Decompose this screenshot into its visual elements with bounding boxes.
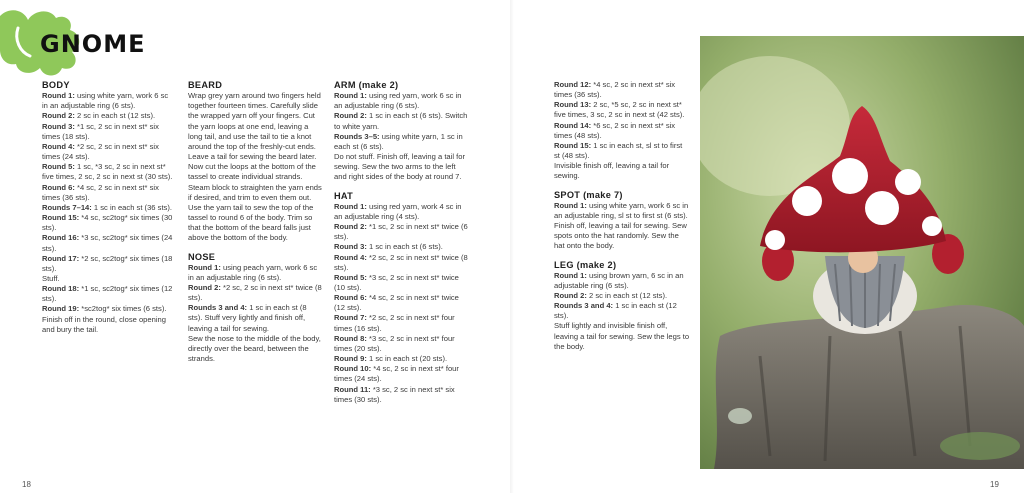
instruction-row (334, 91, 468, 111)
round-label: Rounds 3 and 4: (554, 301, 614, 311)
round-label: Rounds 3–5: (334, 131, 380, 141)
instruction-row (42, 274, 174, 284)
round-label: Round 4: (334, 252, 367, 262)
round-text: *1 sc, 2 sc in next st* twice (6 sts). (334, 222, 468, 242)
round-text: *1 sc, sc2tog* six times (12 sts). (42, 284, 173, 304)
round-text: using red yarn, work 6 sc in an adjustable ring (6 sts). (334, 91, 462, 111)
instruction-row (554, 121, 690, 141)
instruction-row (334, 152, 468, 182)
round-text: *4 sc, 2 sc in next st* six times (36 sts). (554, 80, 676, 100)
instruction-row (42, 304, 174, 314)
round-text: using brown yarn, 6 sc in an adjustable ring (6 sts). (554, 270, 684, 290)
round-text: Finish off, leaving a tail for sewing. Sew spots onto the hat randomly. Sew the hat onto the body. (554, 221, 687, 251)
section-heading-leg: LEG (make 2) (554, 259, 617, 270)
round-label: Round 13: (554, 100, 592, 110)
page-number-left: 18 (22, 480, 31, 489)
round-text: *4 sc, 2 sc in next st* twice (12 sts). (334, 293, 459, 313)
round-text: 1 sc in each st (12 sts). (554, 301, 677, 321)
round-text: Sew the nose to the middle of the body, directly over the beard, between the strands. (188, 333, 321, 364)
instruction-row (554, 201, 690, 221)
instruction-row (334, 132, 468, 152)
instruction-row (42, 122, 174, 142)
round-text: *2 sc, 2 sc in next st* six times (24 sts). (42, 141, 159, 162)
instruction-row (554, 80, 690, 100)
round-text: 1 sc, *3 sc, 2 sc in next st* five times, 2 sc, 2 sc in next st (30 sts). (42, 162, 173, 182)
instruction-list (188, 263, 322, 365)
round-text: using peach yarn, work 6 sc in an adjustable ring (6 sts). (188, 262, 318, 282)
round-text: 1 sc in each st (6 sts). (366, 242, 443, 252)
round-text: *3 sc, 2 sc in next st* four times (20 sts). (334, 333, 455, 353)
instruction-row (42, 91, 174, 111)
section-heading-beard: BEARD (188, 80, 223, 90)
round-text: Do not stuff. Finish off, leaving a tail for sewing. Sew the two arms to the left and right sides of the body at round 7. (334, 152, 465, 182)
round-label: Round 5: (334, 272, 367, 282)
column-body (42, 80, 174, 335)
instruction-row (334, 385, 468, 405)
instruction-row (42, 183, 174, 203)
round-text: *1 sc, 2 sc in next st* six times (18 sts). (42, 121, 159, 141)
round-text: *4 sc, sc2tog* six times (30 sts). (42, 213, 173, 233)
instruction-row (188, 91, 322, 243)
instruction-list (188, 91, 322, 243)
round-label: Round 11: (334, 384, 371, 394)
round-label: Round 1: (554, 270, 587, 280)
instruction-row (42, 111, 174, 121)
round-text: 1 sc in each st (20 sts). (366, 354, 448, 364)
column-beard-nose (188, 80, 322, 364)
round-label: Round 3: (42, 121, 75, 131)
round-label: Round 2: (554, 290, 587, 300)
round-label: Round 14: (554, 120, 592, 130)
round-text: *6 sc, 2 sc in next st* six times (48 sts). (554, 120, 676, 140)
round-label: Round 19: (42, 304, 80, 314)
round-text: Stuff. (42, 273, 60, 283)
round-label: Round 8: (334, 333, 367, 343)
instruction-row (334, 354, 468, 364)
instruction-row (554, 161, 690, 181)
round-label: Round 18: (42, 284, 80, 294)
instruction-row (334, 313, 468, 333)
round-text: Wrap grey yarn around two fingers held together fourteen times. Carefully slide the wrapped yarn off your fingers. Cut the yarn loops at one end, leaving a long tail, and use the tail to tie a knot around the top of the freshly-cut ends. Leave a tail for sewing the beard later. Now cut the loops at the bottom of the tassel to create individual strands. Steam block to straighten the yarn ends if desired, and trim to even them out. Use the yarn tail to sew the top of the tassel to round 6 of the body. Trim so that the bottom of the beard falls just above the bottom of the body. (188, 91, 322, 243)
instruction-row (334, 202, 468, 222)
round-label: Rounds 7–14: (42, 202, 92, 212)
section-heading-arm: ARM (make 2) (334, 80, 399, 90)
round-label: Round 15: (42, 213, 80, 223)
instruction-row (554, 100, 690, 120)
round-label: Round 9: (334, 354, 367, 364)
round-label: Round 1: (188, 262, 221, 272)
round-text: *sc2tog* six times (6 sts). (79, 304, 167, 314)
instruction-row (42, 162, 174, 182)
round-text: *2 sc, 2 sc in next st* twice (8 sts). (188, 282, 322, 303)
round-label: Round 12: (554, 80, 592, 89)
round-text: *4 sc, 2 sc in next st* six times (36 sts). (42, 182, 159, 202)
instruction-row (334, 222, 468, 242)
round-text: 1 sc in each st (36 sts). (91, 202, 172, 212)
round-label: Round 3: (334, 242, 367, 252)
instruction-row (554, 291, 690, 301)
instruction-row (188, 303, 322, 333)
round-text: 1 sc in each st (6 sts). Switch to white yarn. (334, 111, 468, 131)
instruction-row (188, 263, 322, 283)
round-text: 2 sc in each st (12 sts). (586, 290, 668, 300)
instruction-row (188, 283, 322, 303)
page-title: GNOME (40, 30, 146, 58)
instruction-row (42, 213, 174, 233)
round-label: Round 1: (554, 200, 587, 210)
round-text: *3 sc, 2 sc in next st* twice (10 sts). (334, 272, 459, 292)
section-heading-nose: NOSE (188, 251, 216, 262)
instruction-row (42, 315, 174, 335)
round-label: Round 2: (334, 222, 367, 232)
instruction-row (334, 364, 468, 384)
round-label: Round 10: (334, 364, 372, 374)
round-text: using white yarn, work 6 sc in an adjustable ring, sl st to first st (6 sts). (554, 200, 689, 220)
instruction-row (42, 284, 174, 304)
instruction-row (188, 334, 322, 364)
round-label: Rounds 3 and 4: (188, 303, 248, 313)
round-label: Round 2: (42, 111, 75, 121)
round-text: Invisible finish off, leaving a tail for sewing. (554, 161, 670, 181)
page-number-right: 19 (990, 480, 999, 489)
round-text: *3 sc, 2 sc in next st* six times (30 sts). (334, 384, 455, 404)
round-label: Round 6: (334, 293, 367, 303)
round-text: *3 sc, sc2tog* six times (24 sts). (42, 233, 173, 253)
instruction-list (554, 201, 690, 252)
round-text: 2 sc in each st (12 sts). (74, 111, 156, 121)
round-label: Round 1: (334, 91, 367, 101)
round-text: *2 sc, sc2tog* six times (18 sts). (42, 253, 173, 273)
round-text: *2 sc, 2 sc in next st* four times (16 sts). (334, 313, 455, 333)
round-label: Round 15: (554, 140, 592, 150)
round-label: Round 2: (188, 282, 221, 292)
instruction-row (334, 293, 468, 313)
round-label: Round 1: (42, 91, 75, 101)
round-text: 1 sc in each st, sl st to first st (48 sts). (554, 140, 683, 161)
round-text: using white yarn, 1 sc in each st (6 sts). (334, 131, 463, 151)
round-text: 2 sc, *5 sc, 2 sc in next st* five times, 3 sc, 2 sc in next st (42 sts). (554, 100, 685, 120)
instruction-row (42, 254, 174, 274)
round-text: Finish off in the round, close opening and bury the tail. (42, 314, 166, 334)
instruction-list (42, 91, 174, 335)
instruction-list (334, 202, 468, 405)
round-label: Round 6: (42, 182, 75, 192)
book-gutter (510, 0, 514, 493)
instruction-row (334, 242, 468, 252)
instruction-list (554, 80, 690, 182)
round-label: Round 7: (334, 313, 367, 323)
round-text: Stuff lightly and invisible finish off, leaving a tail for sewing. Sew the legs to the body. (554, 321, 690, 351)
round-label: Round 1: (334, 201, 367, 211)
instruction-row (334, 273, 468, 293)
round-label: Round 4: (42, 141, 75, 151)
round-text: 1 sc in each st (8 sts). Stuff very lightly and finish off, leaving a tail for sewing. (188, 303, 307, 333)
round-label: Round 5: (42, 162, 75, 172)
instruction-list (554, 271, 690, 352)
instruction-row (554, 271, 690, 291)
column-hat-spot-leg (554, 80, 690, 352)
column-arm-hat (334, 80, 468, 405)
section-heading-hat: HAT (334, 190, 354, 201)
round-text: *4 sc, 2 sc in next st* four times (24 sts). (334, 364, 459, 384)
instruction-row (334, 253, 468, 273)
section-heading-body: BODY (42, 80, 70, 90)
round-label: Round 16: (42, 233, 80, 243)
instruction-row (554, 321, 690, 351)
round-text: using red yarn, work 4 sc in an adjustable ring (4 sts). (334, 201, 462, 221)
round-text: using white yarn, work 6 sc in an adjustable ring (6 sts). (42, 91, 169, 111)
round-label: Round 2: (334, 111, 367, 121)
round-text: *2 sc, 2 sc in next st* twice (8 sts). (334, 252, 468, 272)
instruction-row (42, 142, 174, 162)
instruction-row (554, 141, 690, 161)
round-label: Round 17: (42, 253, 80, 263)
instruction-row (554, 301, 690, 321)
instruction-row (42, 233, 174, 253)
instruction-list (334, 91, 468, 182)
instruction-row (42, 203, 174, 213)
instruction-row (334, 334, 468, 354)
gnome-photo (700, 36, 1024, 469)
instruction-row (554, 221, 690, 251)
instruction-row (334, 111, 468, 131)
section-heading-spot: SPOT (make 7) (554, 189, 623, 200)
